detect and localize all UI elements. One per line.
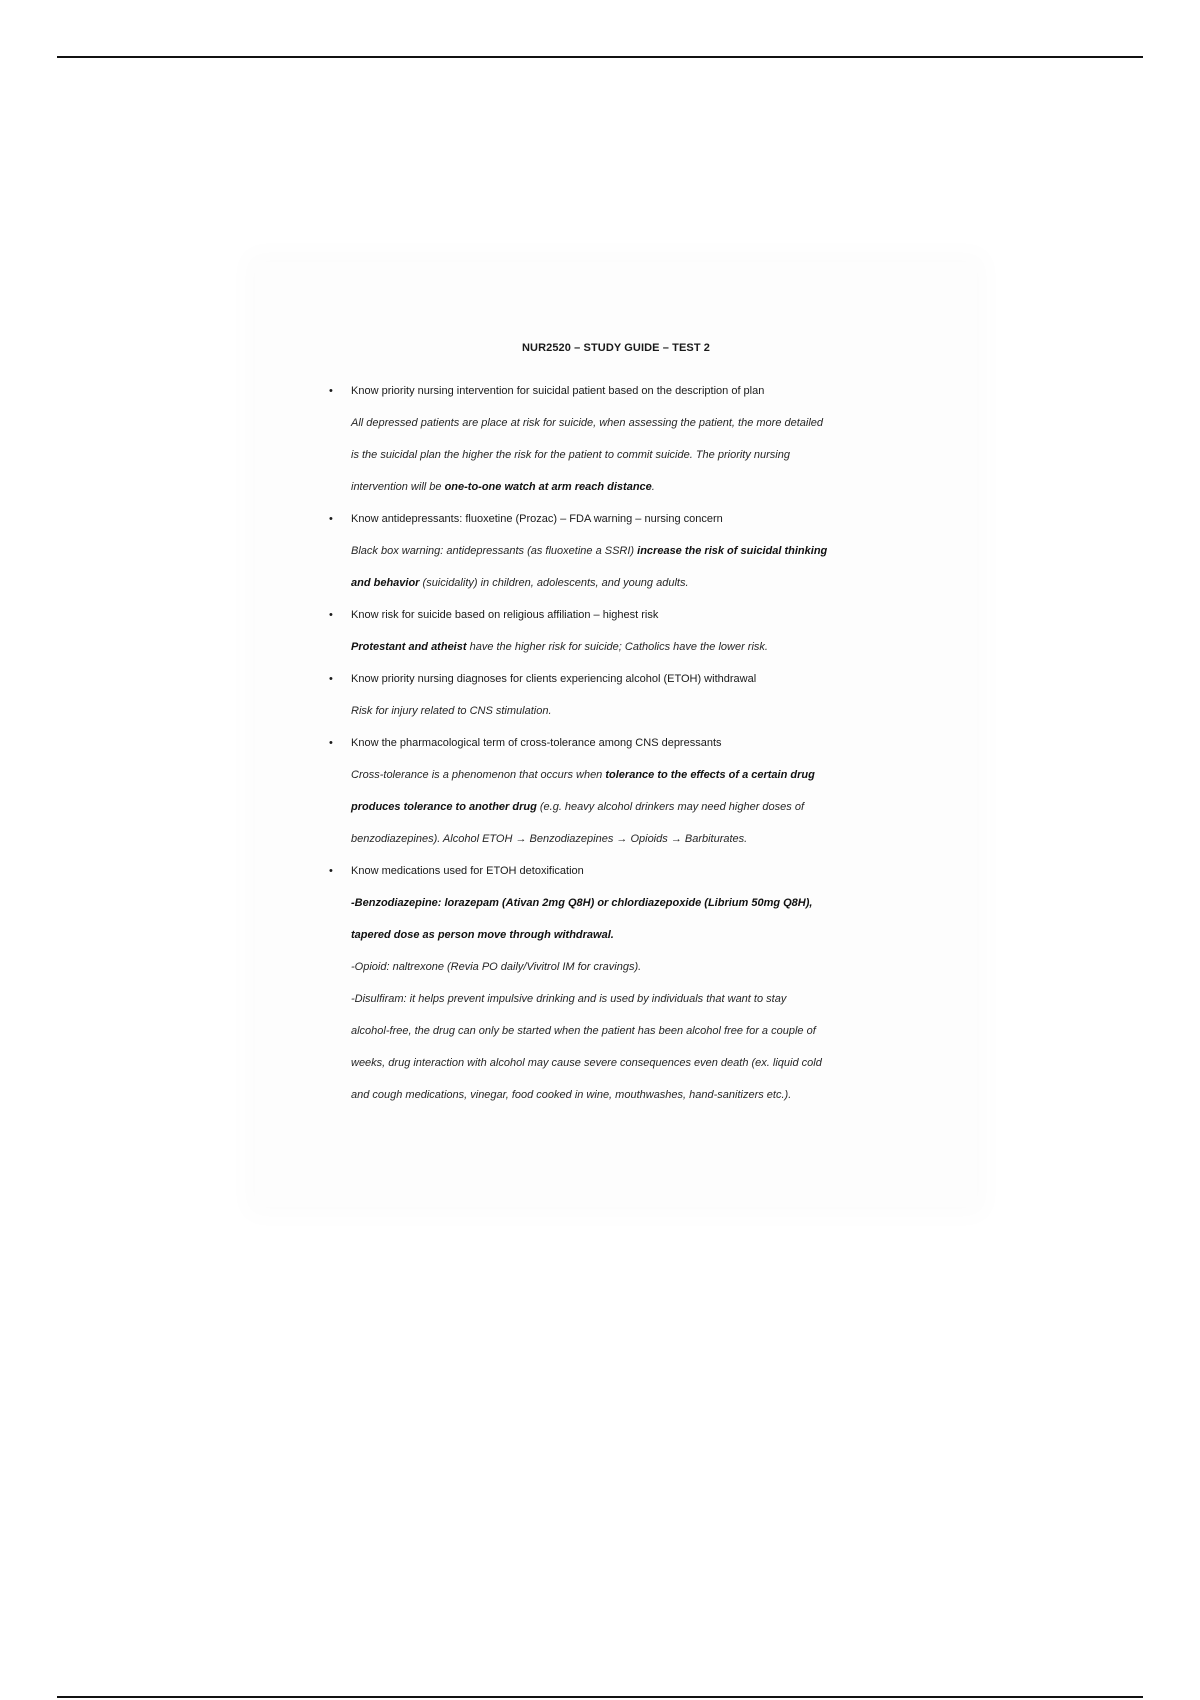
answer-line: [351, 759, 885, 791]
answer-line: and cough medications, vinegar, food cooked in wine, mouthwashes, hand-sanitizers etc.).: [351, 1089, 792, 1101]
list-item: [325, 727, 885, 855]
list-item: [325, 663, 885, 727]
arrow-right-icon: →: [515, 833, 527, 845]
bullet-icon: •: [329, 609, 333, 621]
answer-text: Opioids: [627, 833, 671, 845]
answer-emphasis-line: -Benzodiazepine: lorazepam (Ativan 2mg Q8H) or chlordiazepoxide (Librium 50mg Q8H),: [351, 897, 813, 909]
answer-text: (suicidality) in children, adolescents, and young adults.: [419, 577, 689, 589]
arrow-right-icon: →: [670, 833, 682, 845]
bullet-icon: •: [329, 673, 333, 685]
answer-line: -Disulfiram: it helps prevent impulsive drinking and is used by individuals that want to stay: [351, 993, 787, 1005]
study-guide-list: [325, 375, 885, 1111]
question-text: Know medications used for ETOH detoxification: [351, 865, 584, 877]
question-text: Know the pharmacological term of cross-tolerance among CNS depressants: [351, 737, 722, 749]
answer-text: Cross-tolerance is a phenomenon that occurs when: [351, 769, 606, 781]
answer-text: (e.g. heavy alcohol drinkers may need higher doses of: [536, 801, 805, 813]
answer-text: have the higher risk for suicide; Catholics have the lower risk.: [466, 641, 768, 653]
answer-text: .: [651, 481, 655, 493]
bullet-icon: •: [329, 513, 333, 525]
answer-line: -Opioid: naltrexone (Revia PO daily/Vivitrol IM for cravings).: [351, 961, 642, 973]
answer-line: All depressed patients are place at risk for suicide, when assessing the patient, the more detailed: [351, 417, 824, 429]
document-title: NUR2520 – STUDY GUIDE – TEST 2: [521, 342, 711, 354]
answer-emphasis: Protestant and atheist: [351, 641, 467, 653]
answer-line: [351, 567, 885, 599]
answer-text: Black box warning: antidepressants (as fluoxetine a SSRI): [351, 545, 638, 557]
bullet-icon: •: [329, 737, 333, 749]
list-item: [325, 855, 885, 1111]
question-text: Know risk for suicide based on religious affiliation – highest risk: [351, 609, 659, 621]
bottom-rule: [57, 1696, 1143, 1698]
list-item: [325, 599, 885, 663]
answer-line: weeks, drug interaction with alcohol may cause severe consequences even death (ex. liquid cold: [351, 1057, 822, 1069]
answer-line: [351, 471, 885, 503]
answer-line: [351, 631, 885, 663]
bullet-icon: •: [329, 385, 333, 397]
bullet-icon: •: [329, 865, 333, 877]
question-text: Know priority nursing intervention for suicidal patient based on the description of plan: [351, 385, 765, 397]
list-item: [325, 503, 885, 599]
question-text: Know antidepressants: fluoxetine (Prozac) – FDA warning – nursing concern: [351, 513, 723, 525]
answer-line: is the suicidal plan the higher the risk for the patient to commit suicide. The priority nursing: [351, 449, 790, 461]
answer-text: benzodiazepines). Alcohol ETOH: [351, 833, 516, 845]
answer-line: [351, 823, 885, 855]
list-item: [325, 375, 885, 503]
answer-line: [351, 791, 885, 823]
answer-emphasis: and behavior: [351, 577, 420, 589]
arrow-right-icon: →: [616, 833, 628, 845]
answer-text: intervention will be: [351, 481, 445, 493]
answer-emphasis-line: tapered dose as person move through withdrawal.: [351, 929, 614, 941]
top-rule: [57, 56, 1143, 58]
answer-text: Barbiturates.: [681, 833, 748, 845]
answer-emphasis: one-to-one watch at arm reach distance: [444, 481, 652, 493]
answer-line: Risk for injury related to CNS stimulation.: [351, 705, 552, 717]
question-text: Know priority nursing diagnoses for clients experiencing alcohol (ETOH) withdrawal: [351, 673, 757, 685]
answer-emphasis: produces tolerance to another drug: [351, 801, 537, 813]
answer-line: [351, 535, 885, 567]
answer-emphasis: tolerance to the effects of a certain drug: [605, 769, 815, 781]
scanned-page-image: [255, 262, 977, 1207]
answer-line: alcohol-free, the drug can only be started when the patient has been alcohol free for a couple of: [351, 1025, 816, 1037]
answer-text: Benzodiazepines: [526, 833, 617, 845]
answer-emphasis: increase the risk of suicidal thinking: [637, 545, 828, 557]
